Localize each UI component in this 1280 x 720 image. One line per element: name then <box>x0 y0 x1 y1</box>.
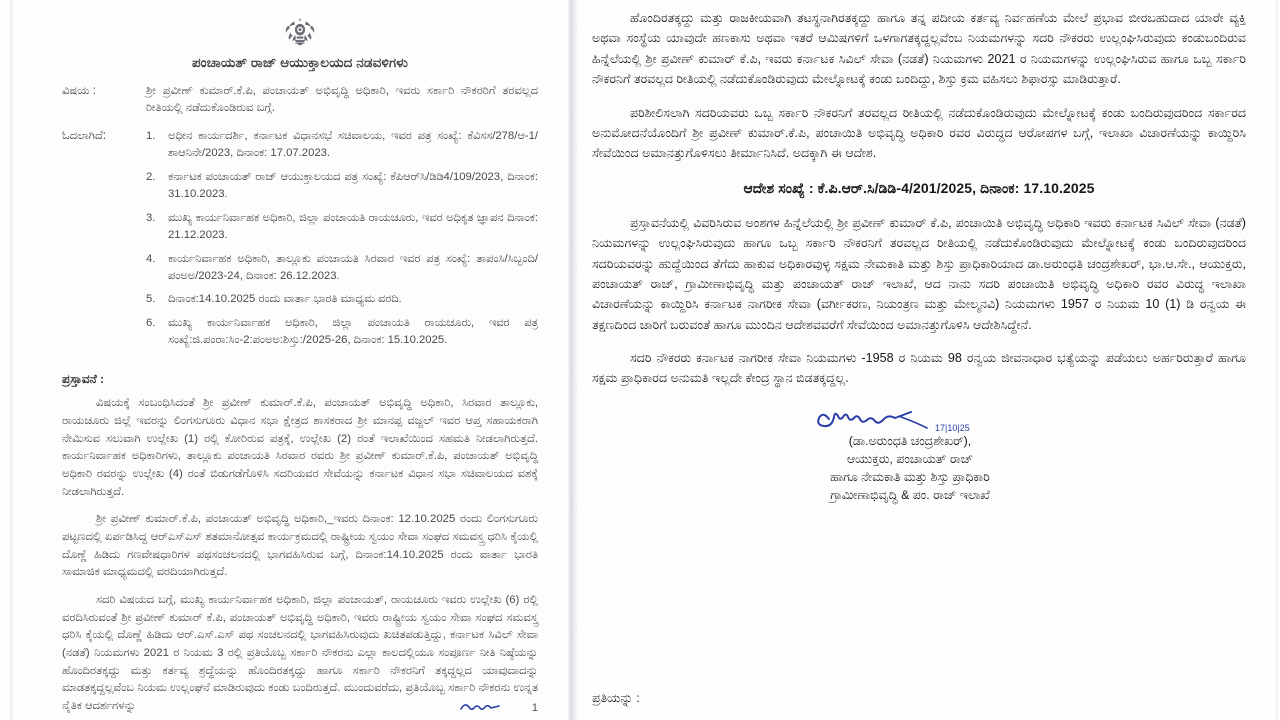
list-item-text: ದಿನಾಂಕ:14.10.2025 ರಂದು ವಾರ್ತಾ ಭಾರತಿ ಮಾಧ್ಯಮ ವರದಿ. <box>168 293 402 306</box>
right-page-column <box>568 0 1280 720</box>
preamble-paragraph: ವಿಷಯಕ್ಕೆ ಸಂಬಂಧಿಸಿದಂತೆ ಶ್ರೀ ಪ್ರವೀಣ್ ಕುಮಾರ್.ಕೆ.ಪಿ, ಪಂಚಾಯತ್ ಅಭಿವೃದ್ಧಿ ಅಧಿಕಾರಿ, ಸಿರವಾರ ತಾಲ್ಲೂಕು, ರಾಯಚೂರು ಜಿಲ್ಲೆ ಇವರನ್ನು ಲಿಂಗಸುಗೂರು ವಿಧಾನ ಸಭಾ ಕ್ಷೇತ್ರದ ಶಾಸಕರಾದ ಶ್ರೀ ಮಾನಪ್ಪ ವಜ್ಜಲ್ ಇವರ ಆಪ್ತ ಸಹಾಯಕರಾಗಿ ನೇಮಿಸುವ ಸಲುವಾಗಿ ಉಲ್ಲೇಖ (1) ರಲ್ಲಿ ಕೋರಿರುವ ಪತ್ರಕ್ಕೆ, ಉಲ್ಲೇಖ (2) ರಂತೆ ಇಲಾಖೆಯಿಂದ ಸಹಮತಿ ನೀಡಲಾಗಿರುತ್ತದೆ. ಕಾರ್ಯನಿರ್ವಾಹಕ ಅಧಿಕಾರಿಗಳು, ತಾಲ್ಲೂಕು ಪಂಚಾಯತಿ ಸಿರವಾರ ರವರು ಶ್ರೀ ಪ್ರವೀಣ್ ಕುಮಾರ್.ಕೆ.ಪಿ, ಪಂಚಾಯತ್ ಅಭಿವೃದ್ಧಿ ಅಧಿಕಾರಿ ರವರನ್ನು ಉಲ್ಲೇಖ (4) ರಂತೆ ಬಿಡುಗಡೆಗೊಳಿಸಿ ಸದರಿಯವರ ಸೇವೆಯನ್ನು ಕರ್ನಾಟಕ ವಿಧಾನ ಸಭಾ ಸಚಿವಾಲಯದ ವಶಕ್ಕೆ ನೀಡಲಾಗಿರುತ್ತದೆ. <box>62 397 538 498</box>
list-item-number: 6. <box>146 317 156 330</box>
signatory-designation-1: ಆಯುಕ್ತರು, ಪಂಚಾಯತ್ ರಾಜ್ <box>846 451 974 466</box>
list-item-number: 5. <box>146 293 156 306</box>
signature-block <box>592 403 1246 505</box>
read-list-container <box>146 128 538 356</box>
list-item <box>146 315 538 349</box>
order-paragraph: ಪ್ರಸ್ತಾವನೆಯಲ್ಲಿ ವಿವರಿಸಿರುವ ಅಂಶಗಳ ಹಿನ್ನೆಲೆಯಲ್ಲಿ ಶ್ರೀ ಪ್ರವೀಣ್ ಕುಮಾರ್ ಕೆ.ಪಿ, ಪಂಚಾಯಿತಿ ಅಭಿವೃದ್ಧಿ ಅಧಿಕಾರಿ ಇವರು ಕರ್ನಾಟಕ ಸಿವಿಲ್ ಸೇವಾ (ನಡತೆ) ನಿಯಮಗಳನ್ನು ಉಲ್ಲಂಘಿಸಿರುವುದು ಹಾಗೂ ಒಬ್ಬ ಸರ್ಕಾರಿ ನೌಕರನಿಗೆ ತರವಲ್ಲದ ರೀತಿಯಲ್ಲಿ ನಡೆದುಕೊಂಡಿರುವುದು ಮೇಲ್ನೋಟಕ್ಕೆ ಕಂಡು ಬಂದಿರುವುದರಿಂದ ಸದರಿಯವರನ್ನು ಹುದ್ದೆಯಿಂದ ತೆಗೆದು ಹಾಕುವ ಅಧಿಕಾರವುಳ್ಳ ಸಕ್ಷಮ ನೇಮಕಾತಿ ಮತ್ತು ಶಿಸ್ತು ಪ್ರಾಧಿಕಾರಿಯಾದ ಡಾ.ಅರುಂಧತಿ ಚಂದ್ರಶೇಖರ್, ಭಾ.ಆ.ಸೇ., ಆಯುಕ್ತರು, ಪಂಚಾಯತ್ ರಾಜ್, ಗ್ರಾಮೀಣಾಭಿವೃದ್ಧಿ ಮತ್ತು ಪಂಚಾಯತ್ ರಾಜ್ ಇಲಾಖೆ, ಆದ ನಾನು ಸದರಿ ಪಂಚಾಯಿತಿ ಅಭಿವೃದ್ಧಿ ಅಧಿಕಾರಿ ರವರ ವಿರುದ್ಧ ಇಲಾಖಾ ವಿಚಾರಣೆಯನ್ನು ಕಾಯ್ದಿರಿಸಿ ಕರ್ನಾಟಕ ನಾಗರೀಕ ಸೇವಾ (ವರ್ಗೀಕರಣ, ನಿಯಂತ್ರಣ ಮತ್ತು ಮೇಲ್ಮನವಿ) ನಿಯಮಗಳು 1957 ರ ನಿಯಮ 10 (1) ಡಿ ರನ್ವಯ ಈ ತಕ್ಷಣದಿಂದ ಜಾರಿಗೆ ಬರುವಂತೆ ಹಾಗೂ ಮುಂದಿನ ಆದೇಶವವರೆಗೆ ಸೇವೆಯಿಂದ ಅಮಾನತ್ತುಗೊಳಿಸಿ ಆದೇಶಿಸಿದ್ದೇನೆ. <box>592 215 1246 332</box>
read-row <box>62 128 538 356</box>
signatory-designation-2: ಹಾಗೂ ನೇಮಕಾತಿ ಮತ್ತು ಶಿಸ್ತು ಪ್ರಾಧಿಕಾರಿ <box>830 469 990 484</box>
order-number-line: ಆದೇಶ ಸಂಖ್ಯೆ : ಕೆ.ಪಿ.ಆರ್.ಸಿ/ಡಿಡಿ-4/201/2025, ದಿನಾಂಕ: 17.10.2025 <box>743 179 1095 196</box>
read-label: ಓದಲಾಗಿದೆ: <box>62 129 107 142</box>
list-item <box>146 128 538 162</box>
signature-initial-icon <box>458 698 506 714</box>
document-title: ಪಂಚಾಯತ್ ರಾಜ್ ಆಯುಕ್ತಾಲಯದ ನಡವಳಿಗಳು <box>192 55 408 70</box>
reference-list <box>146 128 538 349</box>
emblem-container <box>62 14 538 53</box>
continuation-paragraph: ಹೊಂದಿರತಕ್ಕದ್ದು ಮತ್ತು ರಾಜಕೀಯವಾಗಿ ತಟಸ್ಥನಾಗಿರತಕ್ಕದ್ದು ಹಾಗೂ ತನ್ನ ಪದೀಯ ಕರ್ತವ್ಯ ನಿರ್ವಹಣೆಯ ಮೇಲೆ ಪ್ರಭಾವ ಬೀರಬಹುದಾದ ಯಾರೇ ವ್ಯಕ್ತಿ ಅಥವಾ ಸಂಸ್ಥೆಯ ಯಾವುದೇ ಹಣಕಾಸು ಅಥವಾ ಇತರೆ ಆಮಿಷಗಳಿಗೆ ಒಳಗಾಗತಕ್ಕದ್ದಲ್ಲವೆಂಬ ನಿಯಮಗಳನ್ನು ಸದರಿ ನೌಕರರು ಉಲ್ಲಂಘಿಸಿರುವುದು ಕಂಡುಬಂದಿರುವ ಹಿನ್ನೆಲೆಯಲ್ಲಿ ಶ್ರೀ ಪ್ರವೀಣ್ ಕುಮಾರ್ ಕೆ.ಪಿ, ಇವರು ಕರ್ನಾಟಕ ಸಿವಿಲ್ ಸೇವಾ (ನಡತೆ) ನಿಯಮಗಳು 2021 ರ ನಿಯಮಗಳನ್ನು ಉಲ್ಲಂಘಿಸಿರುವ ಹಾಗೂ ಒಬ್ಬ ಸರ್ಕಾರಿ ನೌಕರನಿಗೆ ತರವಲ್ಲದ ರೀತಿಯಲ್ಲಿ ನಡೆದುಕೊಂಡಿರುವುದು ಮೇಲ್ನೋಟಕ್ಕೆ ಕಂಡು ಬಂದಿದ್ದು, ಶಿಸ್ತು ಕ್ರಮ ವಹಿಸಲು ಶಿಫಾರಸ್ಸು ಮಾಡಿರುತ್ತಾರೆ. <box>592 11 1246 87</box>
list-item-text: ಮುಖ್ಯ ಕಾರ್ಯನಿರ್ವಾಹಕ ಅಧಿಕಾರಿ, ಜಿಲ್ಲಾ ಪಂಚಾಯತಿ ರಾಯಚೂರು, ಇವರ ಅಧಿಕೃತ ಜ್ಞಾಪನ ದಿನಾಂಕ: 21.12.2023. <box>168 211 538 241</box>
list-item-number: 3. <box>146 211 156 224</box>
list-item-number: 2. <box>146 170 156 183</box>
list-item <box>146 169 538 203</box>
list-item-number: 1. <box>146 129 156 142</box>
preamble-heading: ಪ್ರಸ್ತಾವನೆ : <box>62 372 105 387</box>
karnataka-state-emblem-icon <box>279 14 321 48</box>
subject-row <box>62 83 538 118</box>
signatory-department: ಗ್ರಾಮೀಣಾಭಿವೃದ್ಧಿ & ಪಂ. ರಾಜ್ ಇಲಾಖೆ <box>830 487 990 502</box>
list-item <box>146 210 538 244</box>
page-number: 1 <box>531 702 538 714</box>
list-item-text: ಕರ್ನಾಟಕ ಪಂಚಾಯತ್ ರಾಜ್ ಆಯುಕ್ತಾಲಯದ ಪತ್ರ ಸಂಖ್ಯೆ: ಕೆಪಿಆರ್‌ಸಿ/ಡಿಡಿ4/109/2023, ದಿನಾಂಕ: 31.10.2023. <box>168 170 538 200</box>
continuation-paragraph: ಪರಿಶೀಲಿಸಲಾಗಿ ಸದರಿಯವರು ಒಬ್ಬ ಸರ್ಕಾರಿ ನೌಕರನಿಗೆ ತರವಲ್ಲದ ರೀತಿಯಲ್ಲಿ ನಡೆದುಕೊಂಡಿರುವುದು ಮೇಲ್ನೋಟಕ್ಕೆ ಕಂಡು ಬಂದಿರುವುದರಿಂದ ಸರ್ಕಾರದ ಅನುಮೋದನೆಯೊಂದಿಗೆ ಶ್ರೀ ಪ್ರವೀಣ್ ಕುಮಾರ್.ಕೆ.ಪಿ, ಪಂಚಾಯಿತಿ ಅಭಿವೃದ್ಧಿ ಅಧಿಕಾರಿ ರವರ ವಿರುದ್ಧದ ಆರೋಪಗಳ ಬಗ್ಗೆ, ಇಲಾಖಾ ವಿಚಾರಣೆಯನ್ನು ಕಾಯ್ದಿರಿಸಿ ಸೇವೆಯಿಂದ ಅಮಾನತ್ತುಗೊಳಿಸಲು ತೀರ್ಮಾನಿಸಿದೆ. ಅದಕ್ಕಾಗಿ ಈ ಆದೇಶ. <box>592 105 1246 161</box>
list-item-text: ಅಧೀನ ಕಾರ್ಯದರ್ಶಿ, ಕರ್ನಾಟಕ ವಿಧಾನಸಭೆ ಸಚಿವಾಲಯ, ಇವರ ಪತ್ರ ಸಂಖ್ಯೆ: ಕೆವಿಸಸ/278/ಆ-1/ಶಾಆನಿನೇ/2023, ದಿನಾಂಕ: 17.07.2023. <box>168 129 538 159</box>
subject-label: ವಿಷಯ : <box>62 85 96 97</box>
preamble-paragraph: ಸದರಿ ವಿಷಯದ ಬಗ್ಗೆ, ಮುಖ್ಯ ಕಾರ್ಯನಿರ್ವಾಹಕ ಅಧಿಕಾರಿ, ಜಿಲ್ಲಾ ಪಂಚಾಯತ್, ರಾಯಚೂರು ಇವರು ಉಲ್ಲೇಖ (6) ರಲ್ಲಿ ವರದಿಸಿರುವಂತೆ ಶ್ರೀ ಪ್ರವೀಣ್ ಕುಮಾರ್ ಕೆ.ಪಿ, ಪಂಚಾಯತ್ ಅಭಿವೃದ್ಧಿ ಅಧಿಕಾರಿ, ಇವರು ರಾಷ್ಟ್ರೀಯ ಸ್ವಯಂ ಸೇವಾ ಸಂಘದ ಸಮವಸ್ತ್ರ ಧರಿಸಿ ಕೈಯಲ್ಲಿ ದೊಣ್ಣೆ ಹಿಡಿದು ಆರ್.ಎಸ್.ಎಸ್ ಪಥ ಸಂಚಲನದಲ್ಲಿ ಭಾಗವಹಿಸಿರುವುದು ಖಚಿತಪಡುತ್ತಿದ್ದು, ಕರ್ನಾಟಕ ಸಿವಿಲ್ ಸೇವಾ (ನಡತೆ) ನಿಯಮಗಳು 2021 ರ ನಿಯಮ 3 ರಲ್ಲಿ ಪ್ರತಿಯೊಬ್ಬ ಸರ್ಕಾರಿ ನೌಕರನು ಎಲ್ಲಾ ಕಾಲದಲ್ಲಿಯೂ ಸಂಪೂರ್ಣ ನೀತಿ ನಿಷ್ಠೆಯನ್ನು ಹೊಂದಿರತಕ್ಕದ್ದು ಮತ್ತು ಕರ್ತವ್ಯ ಶ್ರದ್ಧೆಯನ್ನು ಹೊಂದಿರತಕ್ಕದ್ದು ಹಾಗೂ ಸರ್ಕಾರಿ ನೌಕರನಿಗೆ ತಕ್ಕದ್ದಲ್ಲದ ಯಾವುದಾದನ್ನು ಮಾಡತಕ್ಕದ್ದಲ್ಲವೆಂಬ ನಿಯಮ ಉಲ್ಲಂಘನೆ ಮಾಡಿರುವುದು ಕಂಡು ಬಂದಿರುತ್ತದೆ. ಮುಂದುವರೆದು, ಪ್ರತಿಯೊಬ್ಬ ಸರ್ಕಾರಿ ನೌಕರನು ಉನ್ನತ ನೈತಿಕ ಆದರ್ಶಗಳನ್ನು <box>62 593 538 712</box>
list-item-number: 4. <box>146 252 156 265</box>
order-paragraph: ಸದರಿ ನೌಕರರು ಕರ್ನಾಟಕ ನಾಗರೀಕ ಸೇವಾ ನಿಯಮಗಳು -1958 ರ ನಿಯಮ 98 ರನ್ವಯ ಜೀವನಾಧಾರ ಭತ್ಯೆಯನ್ನು ಪಡೆಯಲು ಅರ್ಹರಿರುತ್ತಾರೆ ಹಾಗೂ ಸಕ್ಷಮ ಪ್ರಾಧಿಕಾರದ ಅನುಮತಿ ಇಲ್ಲದೇ ಕೇಂದ್ರ ಸ್ಥಾನ ಬಿಡತಕ್ಕದ್ದಲ್ಲ. <box>592 351 1246 386</box>
list-item-text: ಮುಖ್ಯ ಕಾರ್ಯನಿರ್ವಾಹಕ ಅಧಿಕಾರಿ, ಜಿಲ್ಲಾ ಪಂಚಾಯತಿ ರಾಯಚೂರು, ಇವರ ಪತ್ರ ಸಂಖ್ಯೆ:ಜಿ.ಪಂರಾ:ಸಿಂ-2:ಪಂಅಅ:ಶಿಸ್ತು:/2025-26, ದಿನಾಂಕ: 15.10.2025. <box>168 317 538 347</box>
preamble-paragraph: ಶ್ರೀ ಪ್ರವೀಣ್ ಕುಮಾರ್.ಕೆ.ಪಿ, ಪಂಚಾಯತ್ ಅಭಿವೃದ್ಧಿ ಅಧಿಕಾರಿ,_ಇವರು ದಿನಾಂಕ: 12.10.2025 ರಂದು ಲಿಂಗಸುಗೂರು ಪಟ್ಟಣದಲ್ಲಿ ಏರ್ಪಡಿಸಿದ್ದ ಆರ್‌ಎಸ್‌ಎಸ್ ಶತಮಾನೋತ್ಸವ ಕಾರ್ಯಕ್ರಮದಲ್ಲಿ ರಾಷ್ಟ್ರೀಯ ಸ್ವಯಂ ಸೇವಾ ಸಂಘದ ಸಮವಸ್ತ್ರ ಧರಿಸಿ ಕೈಯಲ್ಲಿ ದೊಣ್ಣೆ ಹಿಡಿದು ಗಣವೇಷಧಾರಿಗಳ ಪಥಸಂಚಲನದಲ್ಲಿ ಭಾಗವಹಿಸಿರುವ ಬಗ್ಗೆ, ದಿನಾಂಕ:14.10.2025 ರಂದು ವಾರ್ತಾ ಭಾರತಿ ಸಾಮಾಜಿಕ ಮಾಧ್ಯಮದಲ್ಲಿ ವರದಿಯಾಗಿರುತ್ತದೆ. <box>62 513 538 579</box>
subject-text: ಶ್ರೀ ಪ್ರವೀಣ್ ಕುಮಾರ್.ಕೆ.ಪಿ, ಪಂಚಾಯತ್ ಅಭಿವೃದ್ಧಿ ಅಧಿಕಾರಿ, ಇವರು ಸರ್ಕಾರಿ ನೌಕರರಿಗೆ ತರವಲ್ಲದ ರೀತಿಯಲ್ಲಿ ನಡೆದುಕೊಂಡಿರುವ ಬಗ್ಗೆ. <box>146 85 538 115</box>
list-item-text: ಕಾರ್ಯನಿರ್ವಾಹಕ ಅಧಿಕಾರಿ, ತಾಲ್ಲೂಕು ಪಂಚಾಯತಿ ಸಿರವಾರ ಇವರ ಪತ್ರ ಸಂಖ್ಯೆ: ತಾಪಂಸಿ/ಸಿಬ್ಬಂದಿ/ಪಂಅಅ/2023-24, ದಿನಾಂಕ: 26.12.2023. <box>168 252 538 282</box>
left-page-column <box>0 0 568 720</box>
signatory-details <box>592 433 1228 505</box>
handwritten-signature-icon <box>815 403 1005 437</box>
signature-ink-container <box>592 403 1228 433</box>
signature-date: 17|10|25 <box>935 422 970 433</box>
list-item <box>146 291 538 308</box>
signatory-name: (ಡಾ.ಅರುಂಧತಿ ಚಂದ್ರಶೇಖರ್), <box>848 433 972 448</box>
copy-to-label: ಪ್ರತಿಯನ್ನು : <box>592 691 640 705</box>
list-item <box>146 251 538 285</box>
left-page-footer <box>458 698 538 714</box>
